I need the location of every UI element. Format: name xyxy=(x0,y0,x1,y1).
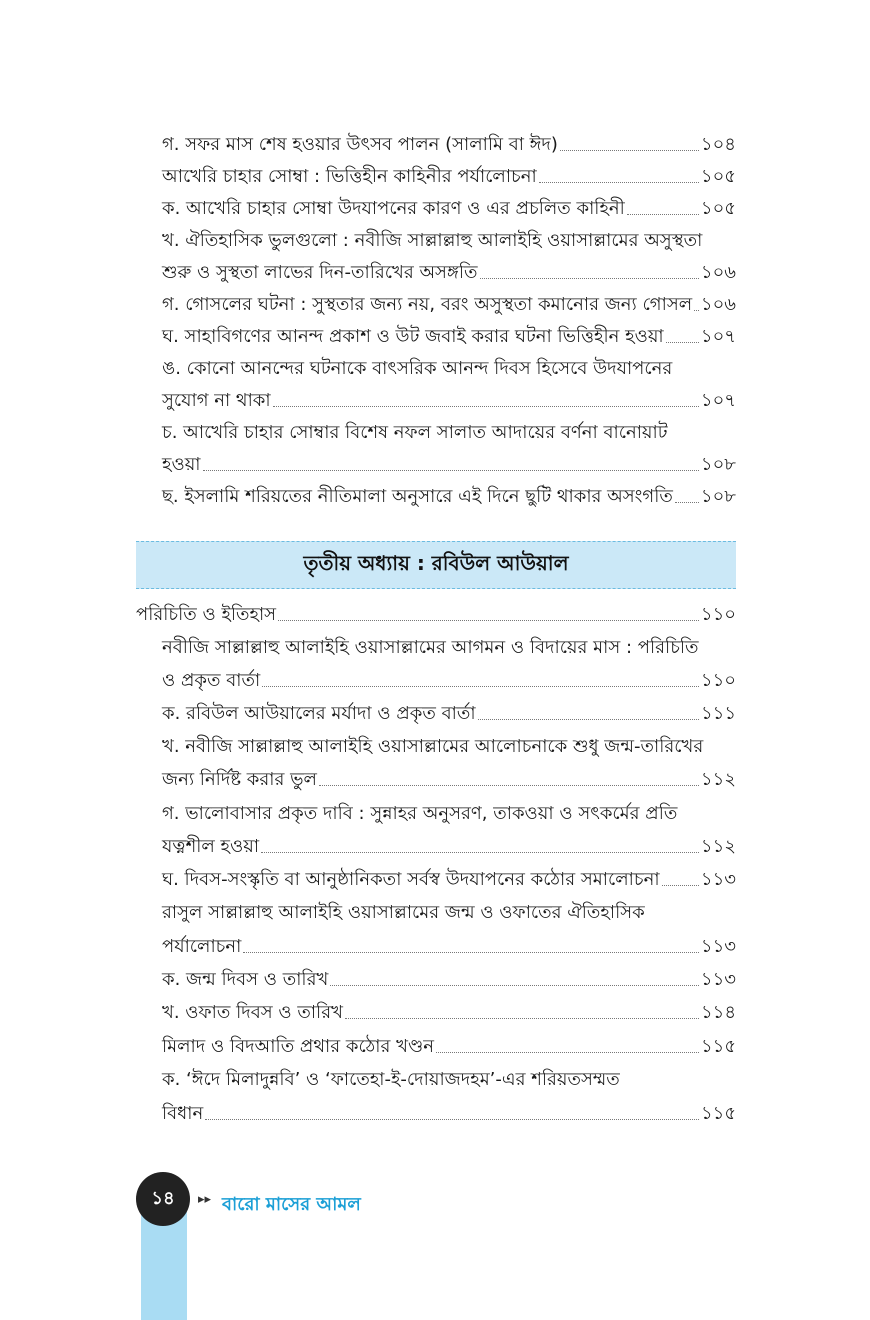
dot-leader xyxy=(262,686,699,687)
toc-entry-text: যত্নশীল হওয়া xyxy=(162,836,260,857)
dot-leader xyxy=(243,952,699,953)
toc-entry-text: ঘ. সাহাবিগণের আনন্দ প্রকাশ ও উট জবাই করার ঘটনা ভিত্তিহীন হওয়া xyxy=(162,326,664,347)
dot-leader xyxy=(205,1119,699,1120)
toc-entry xyxy=(162,795,736,825)
dot-leader xyxy=(675,502,699,503)
toc-page-number: ১০৭ xyxy=(700,390,736,411)
toc-entry xyxy=(162,382,736,412)
dot-leader xyxy=(478,719,699,720)
toc-page-number: ১১০ xyxy=(700,604,736,625)
toc-entry-text: ঘ. দিবস-সংস্কৃতি বা আনুষ্ঠানিকতা সর্বস্ব উদযাপনের কঠোর সমালোচনা xyxy=(162,869,660,890)
toc-page-number: ১০৫ xyxy=(700,198,736,219)
toc-entry xyxy=(162,1061,736,1091)
toc-page-number: ১১২ xyxy=(700,769,736,790)
toc-entry-text: মিলাদ ও বিদআতি প্রথার কঠোর খণ্ডন xyxy=(162,1036,434,1057)
toc-entry-text: সুযোগ না থাকা xyxy=(162,390,271,411)
toc-entry-text: ক. জন্ম দিবস ও তারিখ xyxy=(162,969,329,990)
page-number: ১৪ xyxy=(151,1187,175,1209)
toc-entry xyxy=(162,861,736,891)
toc-entry-text: ছ. ইসলামি শরিয়তের নীতিমালা অনুসারে এই দিনে ছুটি থাকার অসংগতি xyxy=(162,486,673,507)
toc-entry-text: হওয়া xyxy=(162,454,201,475)
dot-leader xyxy=(203,470,699,471)
chapter-heading-band xyxy=(136,541,736,589)
toc-entry-text: গ. সফর মাস শেষ হওয়ার উৎসব পালন (সালামি বা ঈদ) xyxy=(162,134,558,155)
toc-entry xyxy=(136,596,736,626)
toc-page-number: ১০৮ xyxy=(700,486,736,507)
dot-leader xyxy=(436,1052,699,1053)
footer-side-strip xyxy=(141,1212,187,1320)
chapter-title: তৃতীয় অধ্যায় : রবিউল আউয়াল xyxy=(303,550,569,575)
running-book-title: বারো মাসের আমল xyxy=(222,1194,361,1215)
page-number-badge xyxy=(136,1172,190,1226)
toc-entry xyxy=(162,695,736,725)
toc-page-number: ১০৫ xyxy=(700,166,736,187)
toc-entry xyxy=(162,222,736,252)
dot-leader xyxy=(560,150,699,151)
toc-entry xyxy=(162,961,736,991)
toc-page-number: ১০৬ xyxy=(700,262,736,283)
toc-page-number: ১১১ xyxy=(700,703,736,724)
toc-entry xyxy=(162,478,736,508)
toc-entry-text: ও প্রকৃত বার্তা xyxy=(162,670,261,691)
toc-page-number: ১০৬ xyxy=(700,294,736,315)
toc-page-number: ১১২ xyxy=(700,836,736,857)
toc-entry-text: খ. ওফাত দিবস ও তারিখ xyxy=(162,1002,343,1023)
toc-page-number: ১১৫ xyxy=(700,1036,736,1057)
dot-leader xyxy=(662,885,699,886)
toc-page-number: ১০৪ xyxy=(700,134,736,155)
toc-entry xyxy=(162,662,736,692)
toc-entry xyxy=(162,828,736,858)
toc-page-number: ১১০ xyxy=(700,670,736,691)
toc-entry-text: গ. গোসলের ঘটনা : সুস্থতার জন্য নয়, বরং অসুস্থতা কমানোর জন্য গোসল xyxy=(162,294,693,315)
toc-entry-text: পরিচিতি ও ইতিহাস xyxy=(136,604,277,625)
dot-leader xyxy=(330,985,699,986)
toc-page-number: ১০৮ xyxy=(700,454,736,475)
toc-entry xyxy=(162,254,736,284)
double-arrow-icon: ▸▸ xyxy=(198,1192,212,1207)
toc-entry xyxy=(162,1028,736,1058)
toc-entry xyxy=(162,446,736,476)
toc-entry-text: নবীজি সাল্লাল্লাহু আলাইহি ওয়াসাল্লামের আগমন ও বিদায়ের মাস : পরিচিতি xyxy=(162,637,699,658)
dot-leader xyxy=(694,310,699,311)
toc-entry-text: শুরু ও সুস্থতা লাভের দিন-তারিখের অসঙ্গতি xyxy=(162,262,478,283)
toc-entry-text: খ. নবীজি সাল্লাল্লাহু আলাইহি ওয়াসাল্লামের আলোচনাকে শুধু জন্ম-তারিখের xyxy=(162,736,704,757)
toc-entry-text: খ. ঐতিহাসিক ভুলগুলো : নবীজি সাল্লাল্লাহু আলাইহি ওয়াসাল্লামের অসুস্থতা xyxy=(162,230,703,251)
toc-entry-text: পর্যালোচনা xyxy=(162,936,242,957)
dot-leader xyxy=(666,342,699,343)
toc-entry xyxy=(162,928,736,958)
toc-page-number: ১১৪ xyxy=(700,1002,736,1023)
toc-entry xyxy=(162,629,736,659)
toc-entry-text: ঙ. কোনো আনন্দের ঘটনাকে বাৎসরিক আনন্দ দিবস হিসেবে উদযাপনের xyxy=(162,358,673,379)
toc-entry-text: ক. ‘ঈদে মিলাদুন্নবি’ ও ‘ফাতেহা-ই-দোয়াজদহম’-এর শরিয়তসম্মত xyxy=(162,1069,620,1090)
toc-page-number: ১০৭ xyxy=(700,326,736,347)
toc-entry xyxy=(162,158,736,188)
toc-entry xyxy=(162,1095,736,1125)
dot-leader xyxy=(539,182,699,183)
toc-entry-text: ক. আখেরি চাহার সোম্বা উদযাপনের কারণ ও এর প্রচলিত কাহিনী xyxy=(162,198,625,219)
dot-leader xyxy=(273,406,699,407)
dot-leader xyxy=(261,852,699,853)
toc-entry xyxy=(162,894,736,924)
toc-page-number: ১১৫ xyxy=(700,1103,736,1124)
toc-page-number: ১১৩ xyxy=(700,936,736,957)
toc-entry xyxy=(162,318,736,348)
dot-leader xyxy=(345,1018,699,1019)
toc-entry xyxy=(162,126,736,156)
toc-entry-text: জন্য নির্দিষ্ট করার ভুল xyxy=(162,769,317,790)
toc-entry xyxy=(162,761,736,791)
toc-entry-text: গ. ভালোবাসার প্রকৃত দাবি : সুন্নাহর অনুসরণ, তাকওয়া ও সৎকর্মের প্রতি xyxy=(162,803,678,824)
toc-entry-text: বিধান xyxy=(162,1103,204,1124)
toc-entry-text: আখেরি চাহার সোম্বা : ভিত্তিহীন কাহিনীর পর্যালোচনা xyxy=(162,166,537,187)
toc-entry xyxy=(162,350,736,380)
dot-leader xyxy=(480,278,699,279)
dot-leader xyxy=(278,620,699,621)
toc-entry-text: চ. আখেরি চাহার সোম্বার বিশেষ নফল সালাত আদায়ের বর্ণনা বানোয়াট xyxy=(162,422,668,443)
toc-entry-text: রাসুল সাল্লাল্লাহু আলাইহি ওয়াসাল্লামের জন্ম ও ওফাতের ঐতিহাসিক xyxy=(162,902,645,923)
toc-page-number: ১১৩ xyxy=(700,869,736,890)
toc-entry xyxy=(162,994,736,1024)
toc-entry-text: ক. রবিউল আউয়ালের মর্যাদা ও প্রকৃত বার্তা xyxy=(162,703,476,724)
dot-leader xyxy=(627,214,699,215)
toc-entry xyxy=(162,286,736,316)
toc-entry xyxy=(162,728,736,758)
toc-entry xyxy=(162,414,736,444)
toc-entry xyxy=(162,190,736,220)
dot-leader xyxy=(319,785,699,786)
toc-page-number: ১১৩ xyxy=(700,969,736,990)
